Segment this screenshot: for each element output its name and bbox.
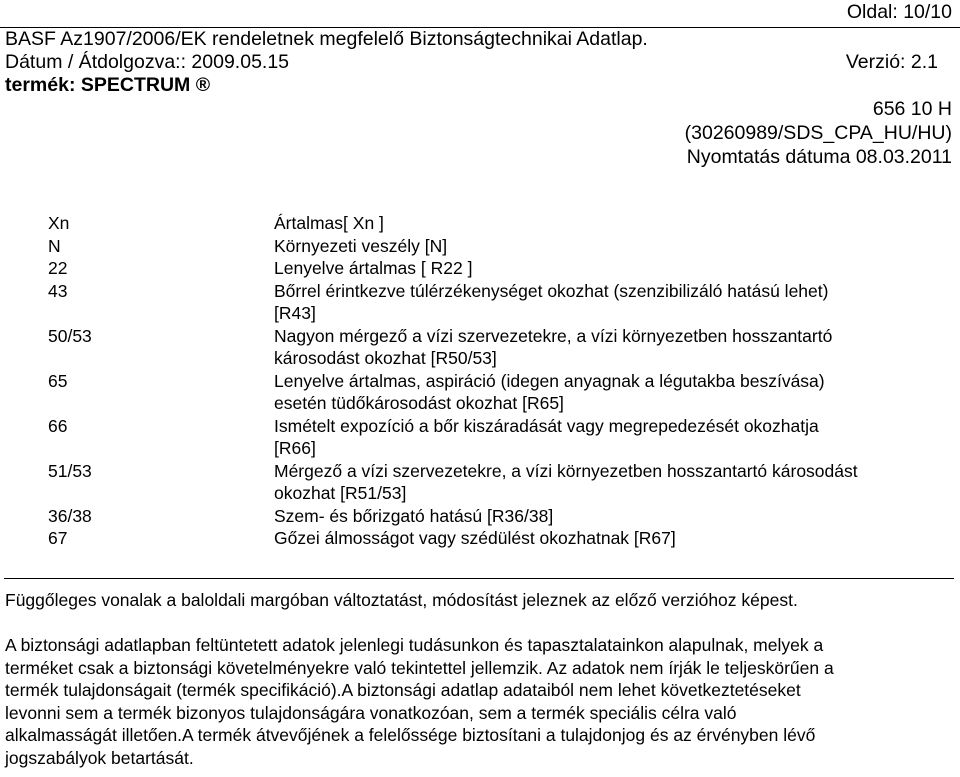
phrase-code: 36/38: [48, 505, 92, 526]
risk-phrase-row: [48, 527, 960, 550]
print-date: Nyomtatás dátuma 08.03.2011: [686, 146, 952, 168]
phrase-code: 51/53: [48, 460, 92, 481]
risk-phrase-row: [48, 370, 960, 415]
phrase-code: 22: [48, 258, 68, 278]
phrase-code: N: [48, 235, 61, 256]
revision-date: Dátum / Átdolgozva:: 2009.05.15: [5, 51, 290, 73]
page-number: Oldal: 10/10: [846, 1, 952, 23]
phrase-text: Nagyon mérgező a vízi szervezetekre, a vízi környezetben hosszantartó károsodást okozhat [R50/53]: [274, 325, 833, 368]
section-divider: [4, 578, 954, 579]
risk-phrase-row: [48, 415, 960, 460]
phrase-text: Bőrrel érintkezve túlérzékenységet okozhat (szenzibilizáló hatású lehet) [R43]: [274, 280, 829, 323]
document-title: BASF Az1907/2006/EK rendeletnek megfelelő Biztonságtechnikai Adatlap.: [5, 28, 648, 50]
risk-phrase-row: [48, 257, 960, 280]
phrase-text: Ártalmas[ Xn ]: [274, 213, 384, 233]
phrase-text: Környezeti veszély [N]: [274, 235, 448, 256]
phrase-text: Lenyelve ártalmas, aspiráció (idegen anyagnak a légutakba beszívása) esetén tüdőkárosodást okozhat [R65]: [274, 370, 825, 413]
risk-phrase-row: [48, 212, 960, 235]
disclaimer-paragraph: A biztonsági adatlapban feltüntetett adatok jelenlegi tudásunkon és tapasztalatainkon alapulnak, melyek a terméket csak a biztonsági követelményekre való tekintettel jellemzik. Az adatok nem írják le teljeskörűen a termék tulajdonságait (termék specifikáció).A biztonsági adatlap adataiból nem lehet következtetéseket levonni sem a termék bizonyos tulajdonságára vonatkozóan, sem a termék speciális célra való alkalmasságát illetően.A termék átvevőjének a felelőssége biztosítani a tulajdonjog és az érvényben lévő jogszabályok betartását.: [5, 635, 834, 768]
phrase-text: Lenyelve ártalmas [ R22 ]: [274, 258, 473, 278]
risk-phrase-row: [48, 460, 960, 505]
risk-phrase-row: [48, 235, 960, 258]
risk-phrase-row: [48, 505, 960, 528]
phrase-code: 65: [48, 370, 68, 391]
phrase-code: 67: [48, 528, 68, 548]
phrase-text: Mérgező a vízi szervezetekre, a vízi környezetben hosszantartó károsodást okozhat [R51/53]: [274, 460, 858, 503]
product-name: termék: SPECTRUM ®: [5, 74, 211, 96]
phrase-code: 50/53: [48, 325, 92, 346]
margin-note: Függőleges vonalak a baloldali margóban változtatást, módosítást jeleznek az előző verzióhoz képest.: [5, 590, 798, 610]
risk-phrase-row: [48, 325, 960, 370]
version: Verzió: 2.1: [845, 51, 938, 73]
header-rule: [0, 0, 960, 28]
risk-phrase-list: [48, 212, 960, 550]
document-reference: (30260989/SDS_CPA_HU/HU): [684, 122, 952, 144]
phrase-text: Szem- és bőrizgató hatású [R36/38]: [274, 505, 554, 526]
phrase-code: 43: [48, 280, 68, 301]
risk-phrase-row: [48, 280, 960, 325]
phrase-code: Xn: [48, 213, 70, 233]
phrase-code: 66: [48, 415, 68, 436]
phrase-text: Gőzei álmosságot vagy szédülést okozhatnak [R67]: [274, 528, 676, 548]
product-code: 656 10 H: [872, 98, 952, 120]
phrase-text: Ismételt expozíció a bőr kiszáradását vagy megrepedezését okozhatja [R66]: [274, 415, 819, 458]
